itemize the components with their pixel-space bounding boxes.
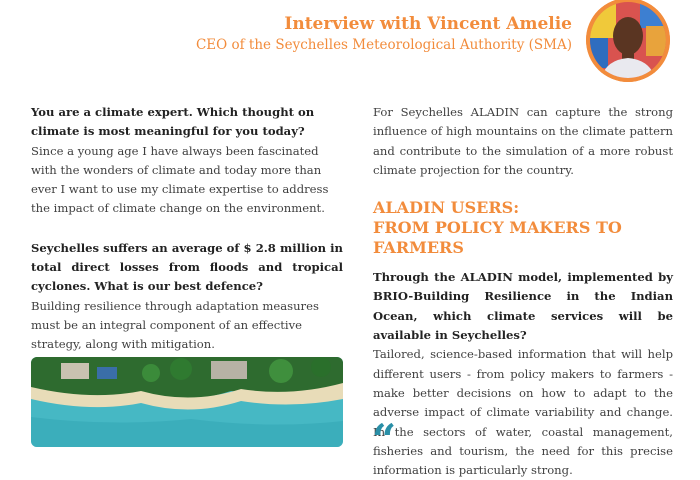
article-header <box>196 14 572 55</box>
article-subtitle: CEO of the Seychelles Meteorological Authority (SMA) <box>195 37 572 53</box>
answer-3: Tailored, science-based information that will help different users - from policy makers to farmers - make better decisions on how to adapt to the adverse impact of climate variability and change. In the sectors of water, coastal management, fisheries and tourism, the need for this precise information is particularly strong. <box>373 347 673 478</box>
article-title: Interview with Vincent Amelie <box>284 14 572 34</box>
section-heading-line-1: ALADIN USERS: <box>373 198 520 218</box>
intro-paragraph: For Seychelles ALADIN can capture the strong influence of high mountains on the climate pattern and contribute to the simulation of a more robust climate projection for the country. <box>373 105 673 177</box>
answer-2: Building resilience through adaptation measures must be an integral component of an effective strategy, along with mitigation. <box>31 298 319 352</box>
answer-1: Since a young age I have always been fascinated with the wonders of climate and today more than ever I want to use my climate expertise to address the impact of climate change on the environment. <box>31 143 329 216</box>
question-2: Seychelles suffers an average of $ 2.8 million in total direct losses from floods and tropical cyclones. What is our best defence? <box>31 240 343 294</box>
left-column <box>31 103 343 355</box>
question-3: Through the ALADIN model, implemented by BRIO-Building Resilience in the Indian Ocean, which climate services will be available in Seychelles? <box>373 270 673 343</box>
section-heading <box>373 198 673 258</box>
section-heading-line-2: FROM POLICY MAKERS TO FARMERS <box>373 218 622 258</box>
portrait-image <box>586 0 670 82</box>
right-column <box>373 103 673 480</box>
avatar <box>586 0 670 82</box>
quote-icon: “ <box>372 415 397 464</box>
coastline-photo <box>31 357 343 447</box>
question-1: You are a climate expert. Which thought on climate is most meaningful for you today? <box>31 105 315 139</box>
